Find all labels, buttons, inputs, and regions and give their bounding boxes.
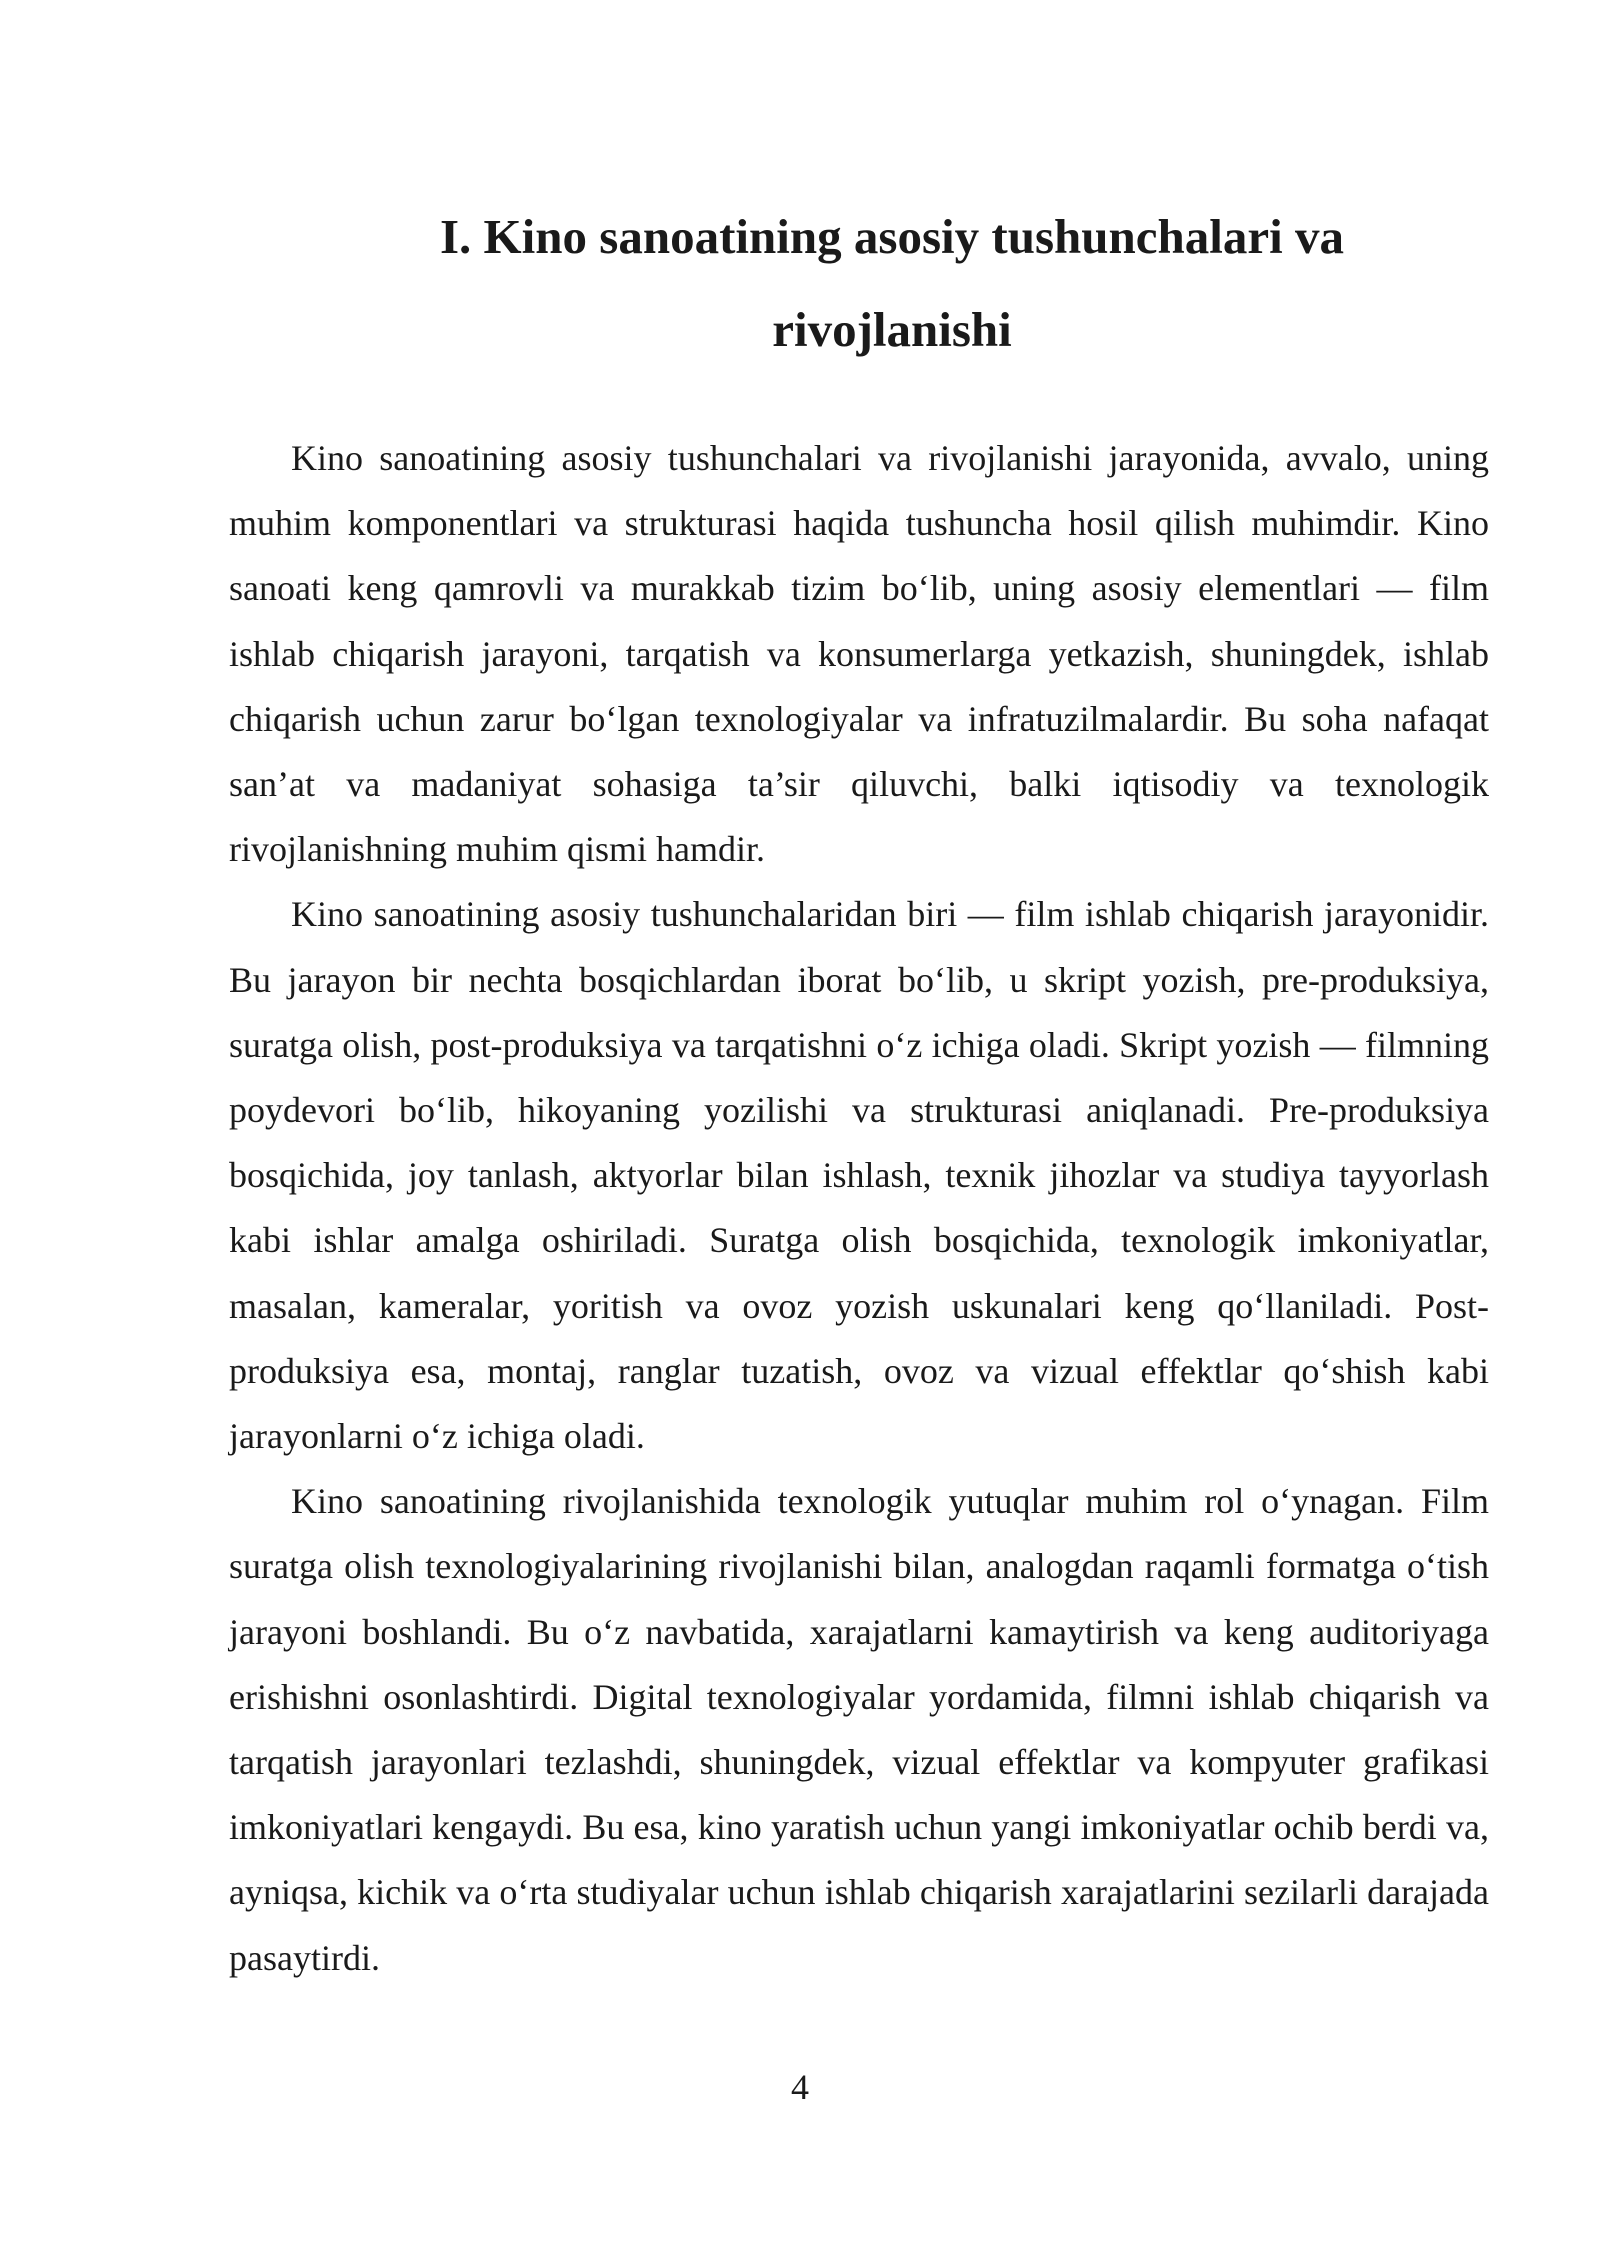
paragraph-1: Kino sanoatining asosiy tushunchalari va rivojlanishi jarayonida, avvalo, uning muhim komponentlari va strukturasi haqida tushuncha hosil qilish muhimdir. Kino sanoati keng qamrovli va murakkab tizim bo‘lib, uning asosiy elementlari — film ishlab chiqarish jarayoni, tarqatish va konsumerlarga yetkazish, shuningdek, ishlab chiqarish uchun zarur bo‘lgan texnologiyalar va infratuzilmalardir. Bu soha nafaqat san’at va madaniyat sohasiga ta’sir qiluvchi, balki iqtisodiy va texnologik rivojlanishning muhim qismi hamdir. — [229, 438, 1489, 870]
body-text — [229, 426, 1489, 1991]
page-number: 4 — [791, 2067, 809, 2107]
paragraph-3: Kino sanoatining rivojlanishida texnologik yutuqlar muhim rol o‘ynagan. Film suratga olish texnologiyalarining rivojlanishi bilan, analogdan raqamli formatga o‘tish jarayoni boshlandi. Bu o‘z navbatida, xarajatlarni kamaytirish va keng auditoriyaga erishishni osonlashtirdi. Digital texnologiyalar yordamida, filmni ishlab chiqarish va tarqatish jarayonlari tezlashdi, shuningdek, vizual effektlar va kompyuter grafikasi imkoniyatlari kengaydi. Bu esa, kino yaratish uchun yangi imkoniyatlar ochib berdi va, ayniqsa, kichik va o‘rta studiyalar uchun ishlab chiqarish xarajatlarini sezilarli darajada pasaytirdi. — [229, 1481, 1489, 1978]
section-heading: I. Kino sanoatining asosiy tushunchalari va rivojlanishi — [439, 209, 1345, 357]
paragraph-2: Kino sanoatining asosiy tushunchalaridan biri — film ishlab chiqarish jarayonidir. Bu jarayon bir nechta bosqichlardan iborat bo‘lib, u skript yozish, pre-produksiya, suratga olish, post-produksiya va tarqatishni o‘z ichiga oladi. Skript yozish — filmning poydevori bo‘lib, hikoyaning yozilishi va strukturasi aniqlanadi. Pre-produksiya bosqichida, joy tanlash, aktyorlar bilan ishlash, texnik jihozlar va studiya tayyorlash kabi ishlar amalga oshiriladi. Suratga olish bosqichida, texnologik imkoniyatlar, masalan, kameralar, yoritish va ovoz yozish uskunalari keng qo‘llaniladi. Post-produksiya esa, montaj, ranglar tuzatish, ovoz va vizual effektlar qo‘shish kabi jarayonlarni o‘z ichiga oladi. — [229, 894, 1489, 1457]
